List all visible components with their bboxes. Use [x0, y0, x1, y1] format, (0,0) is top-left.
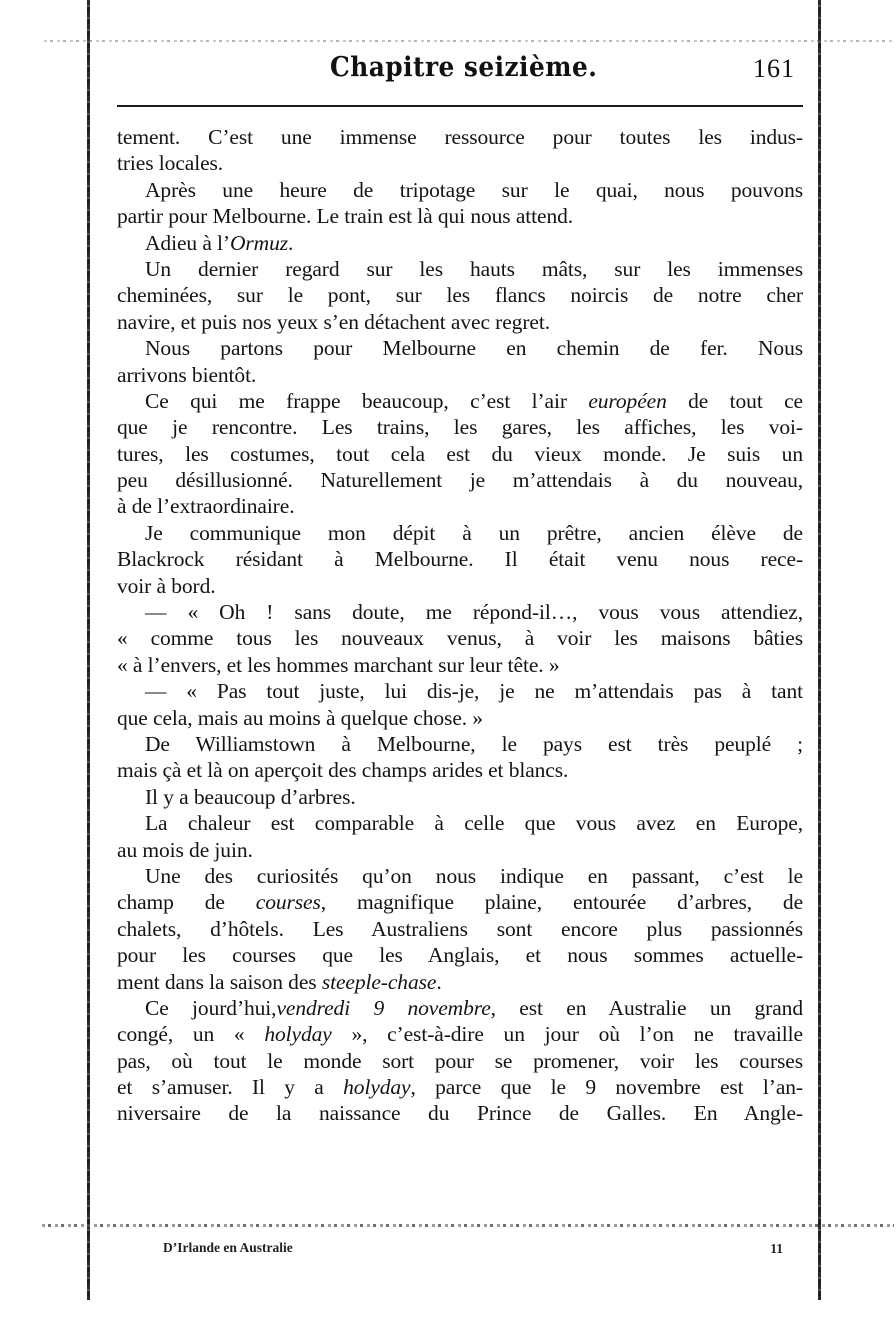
text-line [117, 493, 803, 519]
scan-right-border [818, 0, 821, 1300]
text-span: arrivons bientôt. [117, 362, 257, 387]
text-span: peu désillusionné. Naturellement je m’attendais à du nouveau, [117, 468, 803, 493]
text-span: « comme tous les nouveaux venus, à voir les maisons bâties [117, 626, 803, 651]
text-span: « à l’envers, et les hommes marchant sur leur tête. » [117, 652, 560, 677]
text-span: tement. C’est une immense ressource pour toutes les indus- [117, 125, 803, 149]
text-line [117, 1074, 803, 1100]
text-line [117, 652, 803, 678]
text-span: chalets, d’hôtels. Les Australiens sont encore plus passionnés [117, 916, 803, 941]
italic-text: Ormuz [229, 230, 289, 255]
text-line [117, 335, 803, 361]
text-span: . [436, 969, 442, 994]
scan-top-edge [44, 40, 894, 42]
text-line [117, 124, 803, 150]
text-line [117, 230, 803, 256]
text-line [117, 573, 803, 599]
text-line [117, 1021, 803, 1047]
text-span: , est en Australie un grand [490, 995, 803, 1020]
text-span: que cela, mais au moins à quelque chose. » [117, 705, 483, 730]
text-span: tries locales. [117, 151, 224, 176]
text-span: mais çà et là on aperçoit des champs arides et blancs. [117, 758, 569, 783]
text-span: que je rencontre. Les trains, les gares, les affiches, les voi- [117, 415, 803, 440]
text-span: Il y a beaucoup d’arbres. [145, 784, 356, 809]
text-span: congé, un « [117, 1022, 265, 1047]
text-line [117, 969, 803, 995]
text-span: — « Pas tout juste, lui dis-je, je ne m’attendais pas à tant [145, 679, 803, 704]
italic-text: vendredi 9 novembre [276, 995, 491, 1020]
text-line [117, 362, 803, 388]
text-line [117, 678, 803, 704]
text-line [117, 309, 803, 335]
text-span: pour les courses que les Anglais, et nous sommes actuelle- [117, 943, 803, 968]
text-line [117, 784, 803, 810]
text-span: Ce jourd’hui, [145, 995, 277, 1020]
scan-left-border [87, 0, 90, 1300]
text-span: cheminées, sur le pont, sur les flancs noircis de notre cher [117, 283, 803, 308]
body-text [117, 124, 803, 1127]
page-number: 161 [753, 54, 795, 83]
book-title: D’Irlande en Australie [163, 1240, 293, 1255]
text-span: niversaire de la naissance du Prince de Galles. En Angle- [117, 1101, 803, 1126]
text-span: au mois de juin. [117, 837, 253, 862]
text-line [117, 757, 803, 783]
text-span: De Williamstown à Melbourne, le pays est très peuplé ; [145, 731, 803, 756]
text-line [117, 177, 803, 203]
running-head [115, 52, 805, 96]
header-rule [117, 105, 803, 107]
text-line [117, 467, 803, 493]
text-line [117, 599, 803, 625]
text-span: à de l’extraordinaire. [117, 494, 295, 519]
text-span: , magnifique plaine, entourée d’arbres, de [320, 890, 804, 915]
italic-text: européen [588, 388, 667, 413]
text-span: de tout ce [666, 388, 803, 413]
text-span: Après une heure de tripotage sur le quai, nous pouvons [145, 177, 803, 202]
text-span: navire, et puis nos yeux s’en détachent avec regret. [117, 309, 550, 334]
italic-text: steeple-chase [321, 969, 437, 994]
text-line [117, 282, 803, 308]
text-span: — « Oh ! sans doute, me répond-il…, vous vous attendiez, [145, 600, 803, 625]
text-line [117, 150, 803, 176]
text-line [117, 256, 803, 282]
text-line [117, 441, 803, 467]
text-line [117, 1048, 803, 1074]
text-span: tures, les costumes, tout cela est du vieux monde. Je suis un [117, 441, 803, 466]
signature-mark: 11 [770, 1241, 783, 1256]
text-span: . [288, 230, 294, 255]
text-span: La chaleur est comparable à celle que vous avez en Europe, [145, 811, 803, 836]
text-span: Ce qui me frappe beaucoup, c’est l’air [145, 388, 589, 413]
text-line [117, 863, 803, 889]
text-line [117, 1100, 803, 1126]
text-span: ment dans la saison des [117, 969, 322, 994]
text-line [117, 546, 803, 572]
text-span: et s’amuser. Il y a [117, 1075, 344, 1100]
text-line [117, 837, 803, 863]
text-span: , parce que le 9 novembre est l’an- [410, 1075, 803, 1100]
text-span: voir à bord. [117, 573, 216, 598]
text-span: », c’est-à-dire un jour où l’on ne travaille [331, 1022, 803, 1047]
scan-bottom-edge [42, 1224, 894, 1227]
text-line [117, 731, 803, 757]
text-span: Une des curiosités qu’on nous indique en passant, c’est le [145, 863, 803, 888]
italic-text: holyday [343, 1075, 411, 1100]
italic-text: courses [255, 890, 321, 915]
text-line [117, 388, 803, 414]
text-line [117, 203, 803, 229]
text-line [117, 942, 803, 968]
text-line [117, 705, 803, 731]
text-line [117, 520, 803, 546]
text-line [117, 889, 803, 915]
text-line [117, 995, 803, 1021]
text-span: champ de [117, 890, 256, 915]
chapter-title: Chapitre seizième. [330, 52, 598, 83]
text-line [117, 414, 803, 440]
text-line [117, 810, 803, 836]
text-span: pas, où tout le monde sort pour se promener, voir les courses [117, 1048, 803, 1073]
text-span: Nous partons pour Melbourne en chemin de fer. Nous [145, 336, 803, 361]
text-span: partir pour Melbourne. Le train est là qui nous attend. [117, 204, 574, 229]
text-span: Je communique mon dépit à un prêtre, ancien élève de [145, 520, 803, 545]
text-span: Blackrock résidant à Melbourne. Il était venu nous rece- [117, 547, 803, 572]
text-line [117, 916, 803, 942]
text-span: Un dernier regard sur les hauts mâts, sur les immenses [145, 256, 803, 281]
text-line [117, 625, 803, 651]
text-span: Adieu à l’ [145, 230, 230, 255]
italic-text: holyday [264, 1022, 332, 1047]
